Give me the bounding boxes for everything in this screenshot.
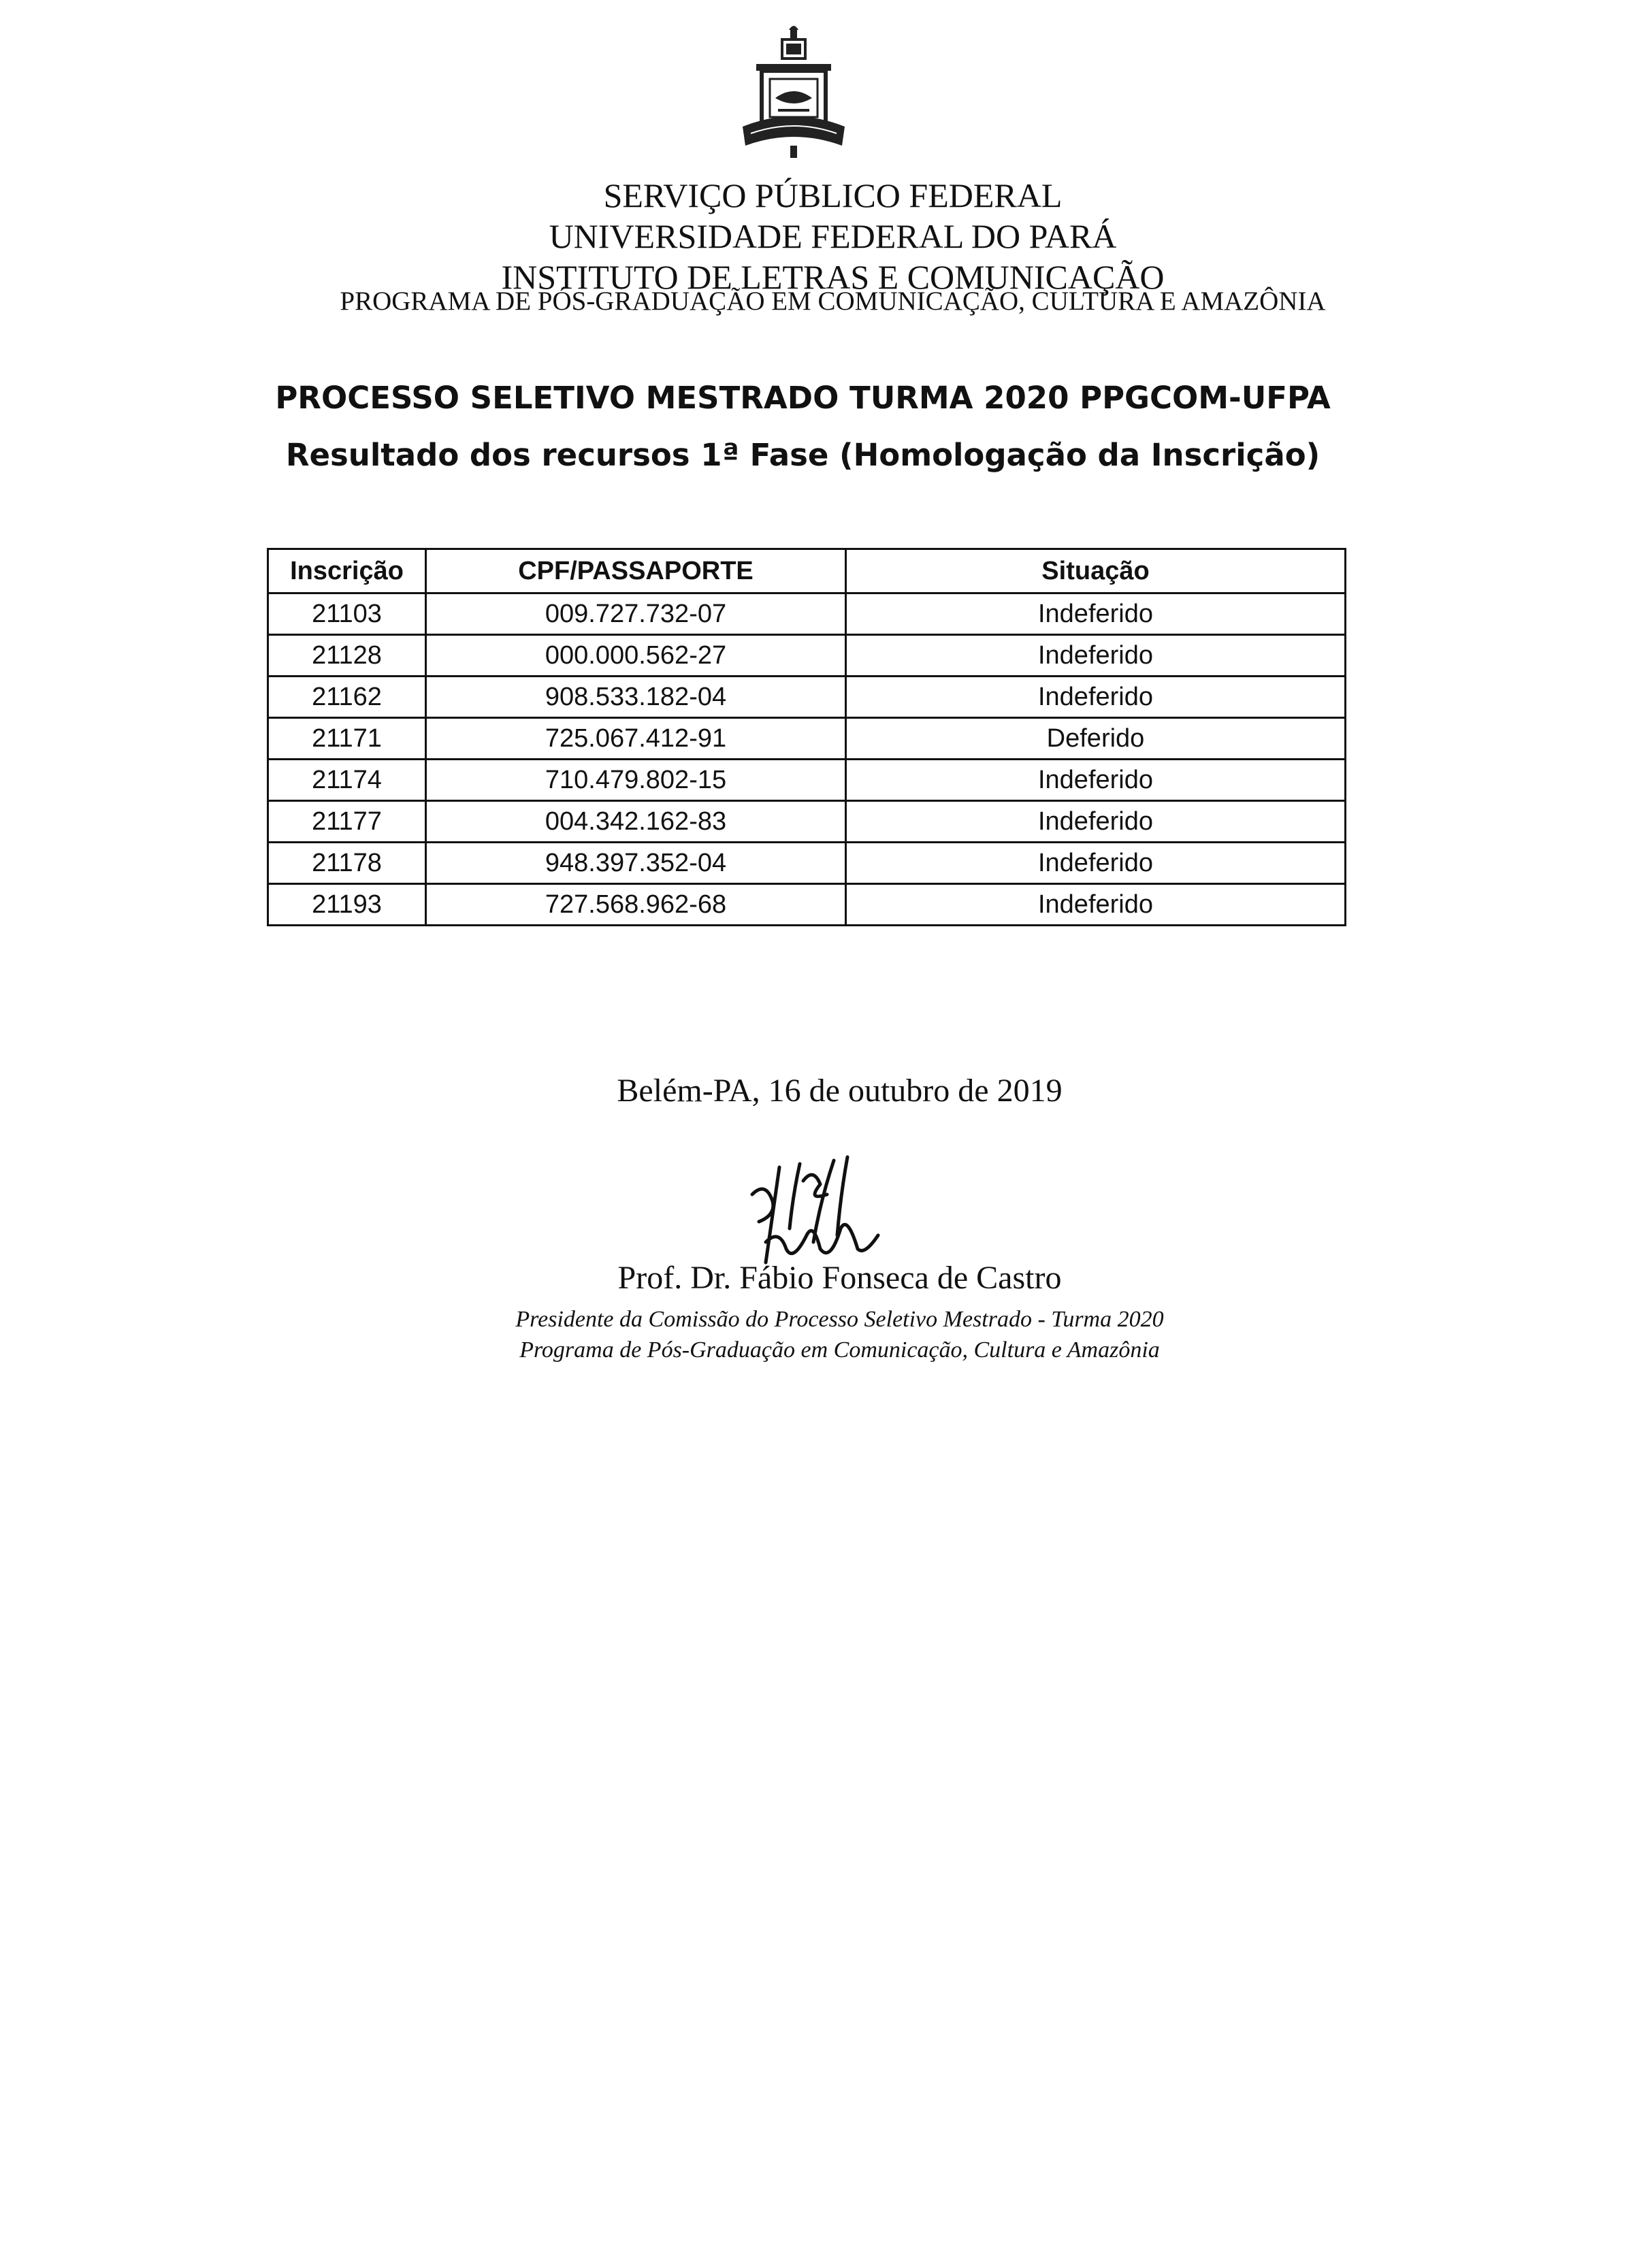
table-row	[268, 801, 1346, 843]
signer-name: Prof. Dr. Fábio Fonseca de Castro	[617, 1260, 1062, 1296]
table-row	[268, 843, 1346, 884]
table-row	[268, 760, 1346, 801]
cell-inscricao: 21162	[268, 677, 426, 718]
university-crest-icon	[736, 25, 852, 161]
cell-situacao: Indeferido	[846, 884, 1346, 926]
signer-role: Presidente da Comissão do Processo Seletivo Mestrado - Turma 2020	[515, 1307, 1164, 1332]
signer-program: Programa de Pós-Graduação em Comunicação, Cultura e Amazônia	[519, 1337, 1160, 1363]
cell-inscricao: 21174	[268, 760, 426, 801]
cell-cpf: 725.067.412-91	[426, 718, 846, 760]
table-header-row	[268, 549, 1346, 593]
header-line-university: UNIVERSIDADE FEDERAL DO PARÁ	[549, 217, 1117, 255]
table-row	[268, 593, 1346, 635]
table-row	[268, 677, 1346, 718]
cell-cpf: 908.533.182-04	[426, 677, 846, 718]
cell-inscricao: 21193	[268, 884, 426, 926]
table-row	[268, 884, 1346, 926]
cell-cpf: 727.568.962-68	[426, 884, 846, 926]
column-header-situacao: Situação	[846, 549, 1346, 593]
cell-inscricao: 21171	[268, 718, 426, 760]
cell-cpf: 000.000.562-27	[426, 635, 846, 677]
cell-inscricao: 21128	[268, 635, 426, 677]
handwritten-signature-icon	[739, 1154, 902, 1273]
cell-cpf: 948.397.352-04	[426, 843, 846, 884]
cell-inscricao: 21103	[268, 593, 426, 635]
header-line-service: SERVIÇO PÚBLICO FEDERAL	[603, 176, 1063, 214]
cell-inscricao: 21177	[268, 801, 426, 843]
column-header-inscricao: Inscrição	[268, 549, 426, 593]
cell-cpf: 004.342.162-83	[426, 801, 846, 843]
cell-situacao: Indeferido	[846, 635, 1346, 677]
header-line-institute: INSTITUTO DE LETRAS E COMUNICAÇÃO	[501, 258, 1165, 296]
results-table	[267, 548, 1346, 926]
column-header-cpf: CPF/PASSAPORTE	[426, 549, 846, 593]
cell-situacao: Indeferido	[846, 677, 1346, 718]
table-row	[268, 635, 1346, 677]
cell-situacao: Indeferido	[846, 801, 1346, 843]
table-row	[268, 718, 1346, 760]
header-line-program: PROGRAMA DE PÓS-GRADUAÇÃO EM COMUNICAÇÃO, CULTURA E AMAZÔNIA	[340, 287, 1326, 316]
cell-cpf: 009.727.732-07	[426, 593, 846, 635]
document-title: PROCESSO SELETIVO MESTRADO TURMA 2020 PPGCOM-UFPA	[275, 380, 1331, 416]
cell-situacao: Indeferido	[846, 843, 1346, 884]
cell-cpf: 710.479.802-15	[426, 760, 846, 801]
cell-inscricao: 21178	[268, 843, 426, 884]
document-subtitle: Resultado dos recursos 1ª Fase (Homologação da Inscrição)	[285, 437, 1321, 473]
cell-situacao: Deferido	[846, 718, 1346, 760]
place-and-date: Belém-PA, 16 de outubro de 2019	[617, 1073, 1063, 1109]
cell-situacao: Indeferido	[846, 760, 1346, 801]
cell-situacao: Indeferido	[846, 593, 1346, 635]
